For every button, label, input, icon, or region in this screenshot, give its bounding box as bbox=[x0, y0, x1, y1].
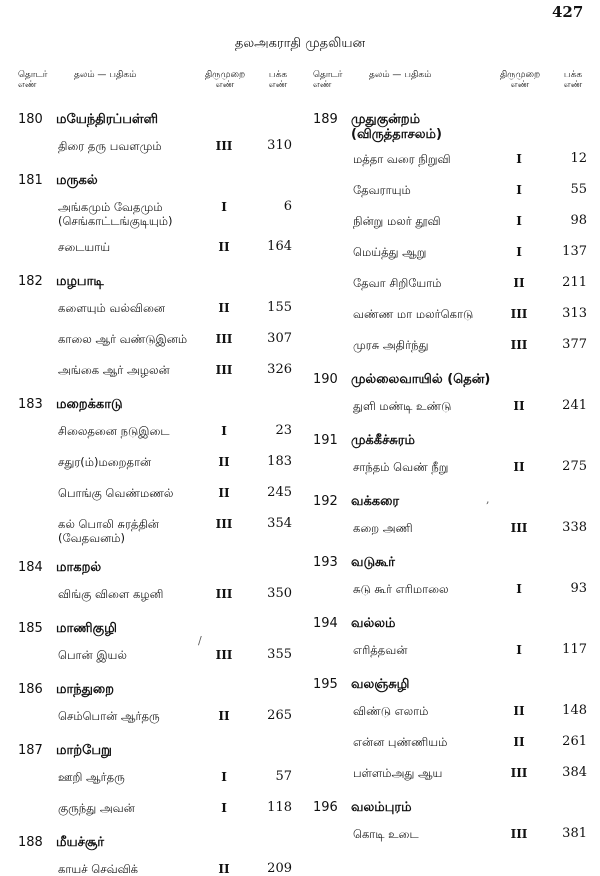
tirumurai-number: I bbox=[516, 214, 522, 228]
patikam-name bbox=[353, 152, 451, 166]
patikam-name-line: குருந்து அவன் bbox=[58, 801, 135, 815]
page-reference: 384 bbox=[562, 765, 587, 780]
tirumurai-number: I bbox=[221, 200, 227, 214]
stray-mark: , bbox=[486, 493, 490, 506]
patikam-name bbox=[353, 460, 448, 474]
header-place-patikam-line: தலம் — பதிகம் bbox=[74, 70, 137, 80]
place-name-line: மாற்பேறு bbox=[56, 743, 112, 758]
page-reference: 209 bbox=[267, 861, 292, 876]
patikam-name bbox=[58, 486, 173, 500]
place-name-line: மீயச்சூர் bbox=[56, 835, 105, 850]
tirumurai-number: II bbox=[513, 276, 525, 290]
tirumurai-number: III bbox=[510, 521, 528, 535]
page-reference: 117 bbox=[562, 642, 587, 657]
entry-number: 181 bbox=[18, 173, 43, 188]
place-name bbox=[351, 433, 415, 448]
place-name bbox=[56, 835, 104, 850]
patikam-name bbox=[353, 183, 411, 197]
tirumurai-number: II bbox=[218, 862, 230, 876]
page-reference: 155 bbox=[267, 300, 292, 315]
page-title: தலஅகராதி முதலியன bbox=[234, 36, 366, 51]
place-name bbox=[56, 397, 123, 412]
place-name-line: மாந்துறை bbox=[56, 682, 115, 697]
page-reference: 98 bbox=[570, 213, 587, 228]
page-reference: 148 bbox=[562, 703, 587, 718]
patikam-name bbox=[353, 399, 451, 413]
header-page-no-line: எண் bbox=[563, 80, 583, 90]
page-reference: 211 bbox=[562, 275, 587, 290]
tirumurai-number: I bbox=[516, 643, 522, 657]
header-page-no-line: பக்க bbox=[268, 70, 288, 80]
entry-number: 194 bbox=[313, 616, 338, 631]
tirumurai-number: III bbox=[215, 139, 233, 153]
patikam-name bbox=[58, 709, 160, 723]
patikam-name-line: சடையாய் bbox=[58, 240, 111, 254]
patikam-name-line: சதுர(ம்)மறைதான் bbox=[58, 455, 152, 469]
header-tirumurai-no-line: எண் bbox=[215, 80, 235, 90]
page-reference: 12 bbox=[570, 151, 587, 166]
place-name bbox=[56, 682, 114, 697]
entry-number: 187 bbox=[18, 743, 43, 758]
patikam-name-line: களையும் வல்வினை bbox=[58, 301, 166, 315]
entry-number: 183 bbox=[18, 397, 43, 412]
page-reference: 307 bbox=[267, 331, 292, 346]
place-name bbox=[351, 494, 399, 509]
patikam-name-line: (வேதவனம்) bbox=[58, 531, 126, 545]
header-place-patikam bbox=[74, 70, 136, 80]
page-reference: 326 bbox=[267, 362, 292, 377]
tirumurai-number: I bbox=[516, 183, 522, 197]
patikam-name bbox=[58, 200, 173, 228]
place-name-line: முதுகுன்றம் bbox=[351, 112, 421, 127]
entry-number: 195 bbox=[313, 677, 338, 692]
patikam-name bbox=[353, 276, 442, 290]
entry-number: 191 bbox=[313, 433, 338, 448]
patikam-name-line: பள்ளம்அது ஆய bbox=[353, 766, 443, 780]
place-name bbox=[351, 677, 409, 692]
header-seq-no-line: எண் bbox=[313, 80, 332, 90]
tirumurai-number: III bbox=[215, 363, 233, 377]
tirumurai-number: III bbox=[215, 517, 233, 531]
patikam-name bbox=[58, 801, 135, 815]
tirumurai-number: II bbox=[218, 709, 230, 723]
entry-number: 193 bbox=[313, 555, 338, 570]
patikam-name bbox=[353, 521, 413, 535]
patikam-name-line: தேவராயும் bbox=[353, 183, 411, 197]
patikam-name bbox=[58, 770, 125, 784]
entry-number: 185 bbox=[18, 621, 43, 636]
header-tirumurai-no bbox=[485, 70, 555, 90]
patikam-name bbox=[58, 301, 165, 315]
tirumurai-number: I bbox=[516, 245, 522, 259]
tirumurai-number: III bbox=[510, 766, 528, 780]
patikam-name-line: வண்ண மா மலர்கொடு bbox=[353, 307, 474, 321]
place-name bbox=[56, 173, 98, 188]
place-name-line: வலஞ்சுழி bbox=[351, 677, 410, 692]
patikam-name-line: துளி மண்டி உண்டு bbox=[353, 399, 452, 413]
patikam-name-line: பொங்கு வெண்மணல் bbox=[58, 486, 174, 500]
header-place-patikam-line: தலம் — பதிகம் bbox=[369, 70, 432, 80]
place-name-line: மாகறல் bbox=[56, 560, 102, 575]
place-name-line: மழபாடி bbox=[56, 274, 104, 289]
patikam-name bbox=[58, 332, 187, 346]
header-page-no bbox=[553, 70, 593, 90]
place-name-line: வலம்புரம் bbox=[351, 800, 412, 815]
page-reference: 354 bbox=[267, 516, 292, 531]
tirumurai-number: II bbox=[513, 399, 525, 413]
page-reference: 377 bbox=[562, 337, 587, 352]
tirumurai-number: I bbox=[516, 582, 522, 596]
patikam-name-line: (செங்காட்டங்குடியும்) bbox=[58, 214, 173, 228]
header-tirumurai-no-line: திருமுறை bbox=[204, 70, 246, 80]
patikam-name bbox=[353, 245, 426, 259]
patikam-name-line: சிலைதனை நடுஇடை bbox=[58, 424, 170, 438]
patikam-name bbox=[58, 862, 138, 876]
page-reference: 6 bbox=[283, 199, 292, 214]
patikam-name bbox=[353, 643, 407, 657]
tirumurai-number: III bbox=[215, 587, 233, 601]
header-seq-no bbox=[18, 70, 47, 90]
patikam-name-line: சுடு கூர் எரிமாலை bbox=[353, 582, 449, 596]
tirumurai-number: I bbox=[221, 770, 227, 784]
patikam-name-line: கொடி உடை bbox=[353, 827, 419, 841]
page-reference: 310 bbox=[267, 138, 292, 153]
patikam-name bbox=[353, 766, 442, 780]
page-reference: 137 bbox=[562, 244, 587, 259]
header-page-no-line: எண் bbox=[268, 80, 288, 90]
page-reference: 93 bbox=[570, 581, 587, 596]
patikam-name bbox=[353, 582, 449, 596]
patikam-name bbox=[353, 214, 441, 228]
tirumurai-number: II bbox=[218, 486, 230, 500]
patikam-name-line: எரித்தவன் bbox=[353, 643, 408, 657]
header-place-patikam bbox=[369, 70, 431, 80]
page-reference: 313 bbox=[562, 306, 587, 321]
patikam-name-line: காலை ஆர் வண்டுஇனம் bbox=[58, 332, 188, 346]
tirumurai-number: II bbox=[218, 455, 230, 469]
page-reference: 57 bbox=[275, 769, 292, 784]
patikam-name-line: கறை அணி bbox=[353, 521, 413, 535]
tirumurai-number: III bbox=[510, 338, 528, 352]
patikam-name-line: திரை தரு பவளமும் bbox=[58, 139, 162, 153]
place-name-line: வக்கரை bbox=[351, 494, 400, 509]
tirumurai-number: II bbox=[513, 460, 525, 474]
page-reference: 338 bbox=[562, 520, 587, 535]
header-tirumurai-no-line: எண் bbox=[510, 80, 530, 90]
place-name bbox=[56, 743, 112, 758]
tirumurai-number: III bbox=[510, 827, 528, 841]
patikam-name-line: காயச் செவ்விக் bbox=[58, 862, 139, 876]
header-page-no-line: பக்க bbox=[563, 70, 583, 80]
page-reference: 23 bbox=[275, 423, 292, 438]
place-name bbox=[351, 112, 442, 142]
patikam-name bbox=[58, 455, 151, 469]
tirumurai-number: III bbox=[215, 648, 233, 662]
patikam-name bbox=[353, 704, 428, 718]
patikam-name bbox=[58, 517, 159, 545]
patikam-name bbox=[353, 307, 473, 321]
page-number: 427 bbox=[552, 3, 584, 21]
page-reference: 245 bbox=[267, 485, 292, 500]
page-reference: 275 bbox=[562, 459, 587, 474]
patikam-name-line: மத்தா வரை நிறுவி bbox=[353, 152, 451, 166]
tirumurai-number: I bbox=[516, 152, 522, 166]
entry-number: 186 bbox=[18, 682, 43, 697]
place-name-line: மறைக்காடு bbox=[56, 397, 123, 412]
patikam-name-line: அங்கமும் வேதமும் bbox=[58, 200, 163, 214]
place-name bbox=[351, 555, 395, 570]
place-name bbox=[351, 800, 412, 815]
tirumurai-number: III bbox=[215, 332, 233, 346]
place-name bbox=[56, 560, 101, 575]
patikam-name-line: கல் பொலி சுரத்தின் bbox=[58, 517, 159, 531]
tirumurai-number: III bbox=[510, 307, 528, 321]
page-reference: 355 bbox=[267, 647, 292, 662]
patikam-name bbox=[58, 424, 169, 438]
patikam-name-line: தேவா சிறியோம் bbox=[353, 276, 442, 290]
header-tirumurai-no bbox=[190, 70, 260, 90]
place-name-line: முக்கீச்சுரம் bbox=[351, 433, 415, 448]
page-reference: 261 bbox=[562, 734, 587, 749]
place-name-line: வல்லம் bbox=[351, 616, 396, 631]
page-reference: 164 bbox=[267, 239, 292, 254]
page-reference: 183 bbox=[267, 454, 292, 469]
patikam-name bbox=[58, 240, 110, 254]
right-column bbox=[313, 70, 597, 841]
place-name bbox=[56, 112, 158, 127]
place-name-line: (விருத்தாசலம்) bbox=[351, 127, 442, 142]
patikam-name bbox=[353, 338, 428, 352]
left-column bbox=[18, 70, 302, 876]
page-reference: 381 bbox=[562, 826, 587, 841]
entry-number: 188 bbox=[18, 835, 43, 850]
tirumurai-number: II bbox=[513, 704, 525, 718]
patikam-name bbox=[58, 587, 163, 601]
page-reference: 350 bbox=[267, 586, 292, 601]
patikam-name-line: அங்கை ஆர் அழலன் bbox=[58, 363, 170, 377]
tirumurai-number: II bbox=[513, 735, 525, 749]
entry-number: 192 bbox=[313, 494, 338, 509]
patikam-name-line: மெய்த்து ஆறு bbox=[353, 245, 427, 259]
tirumurai-number: II bbox=[218, 301, 230, 315]
patikam-name-line: என்ன புண்ணியம் bbox=[353, 735, 448, 749]
place-name bbox=[56, 621, 117, 636]
place-name-line: முல்லைவாயில் (தென்) bbox=[351, 372, 491, 387]
header-seq-no-line: தொடர் bbox=[313, 70, 343, 80]
patikam-name bbox=[58, 648, 127, 662]
place-name-line: வடுகூர் bbox=[351, 555, 395, 570]
patikam-name bbox=[58, 363, 170, 377]
patikam-name-line: ஊறி ஆர்தரு bbox=[58, 770, 125, 784]
place-name bbox=[351, 616, 395, 631]
header-tirumurai-no-line: திருமுறை bbox=[499, 70, 541, 80]
header-seq-no-line: தொடர் bbox=[18, 70, 48, 80]
patikam-name-line: விண்டு எலாம் bbox=[353, 704, 429, 718]
entry-number: 184 bbox=[18, 560, 43, 575]
page-reference: 118 bbox=[267, 800, 292, 815]
place-name-line: மயேந்திரப்பள்ளி bbox=[56, 112, 158, 127]
patikam-name-line: சாந்தம் வெண் நீறு bbox=[353, 460, 449, 474]
tirumurai-number: I bbox=[221, 424, 227, 438]
patikam-name-line: விங்கு விளை கழனி bbox=[58, 587, 164, 601]
patikam-name bbox=[353, 827, 419, 841]
header-page-no bbox=[258, 70, 298, 90]
place-name-line: மாணிகுழி bbox=[56, 621, 117, 636]
page-reference: 241 bbox=[562, 398, 587, 413]
patikam-name-line: முரசு அதிர்ந்து bbox=[353, 338, 429, 352]
patikam-name-line: நின்று மலர் தூவி bbox=[353, 214, 441, 228]
entry-number: 190 bbox=[313, 372, 338, 387]
entry-number: 182 bbox=[18, 274, 43, 289]
patikam-name-line: பொன் இயல் bbox=[58, 648, 127, 662]
header-seq-no-line: எண் bbox=[18, 80, 37, 90]
tirumurai-number: II bbox=[218, 240, 230, 254]
page-reference: 55 bbox=[570, 182, 587, 197]
place-name bbox=[351, 372, 490, 387]
place-name bbox=[56, 274, 104, 289]
page-reference: 265 bbox=[267, 708, 292, 723]
header-seq-no bbox=[313, 70, 342, 90]
entry-number: 196 bbox=[313, 800, 338, 815]
entry-number: 189 bbox=[313, 112, 338, 127]
place-name-line: மருகல் bbox=[56, 173, 98, 188]
patikam-name-line: செம்பொன் ஆர்தரு bbox=[58, 709, 160, 723]
entry-number: 180 bbox=[18, 112, 43, 127]
stray-mark: / bbox=[198, 634, 202, 647]
patikam-name bbox=[58, 139, 162, 153]
patikam-name bbox=[353, 735, 447, 749]
tirumurai-number: I bbox=[221, 801, 227, 815]
